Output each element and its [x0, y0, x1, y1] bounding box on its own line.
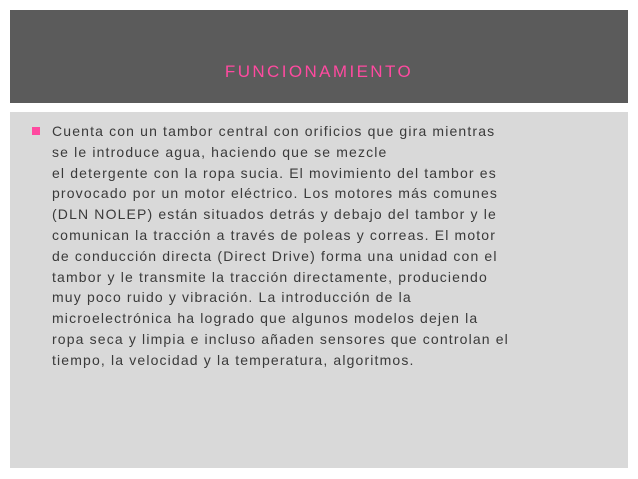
bullet-square-icon: [32, 127, 40, 135]
title-bar: [10, 10, 628, 103]
bullet-text: Cuenta con un tambor central con orificios que gira mientras se le introduce agua, haciendo que se mezcle el detergente con la ropa sucia. El movimiento del tambor es provocado por un motor eléctrico. Los motores más comunes (DLN NOLEP) están situados detrás y debajo del tambor y le comunican la tracción a través de poleas y correas. El motor de conducción directa (Direct Drive) forma una unidad con el tambor y le transmite la tracción directamente, produciendo muy poco ruido y vibración. La introducción de la microelectrónica ha logrado que algunos modelos dejen la ropa seca y limpia e incluso añaden sensores que controlan el tiempo, la velocidad y la temperatura, algoritmos.: [52, 123, 509, 368]
slide-title: FUNCIONAMIENTO: [224, 62, 414, 81]
